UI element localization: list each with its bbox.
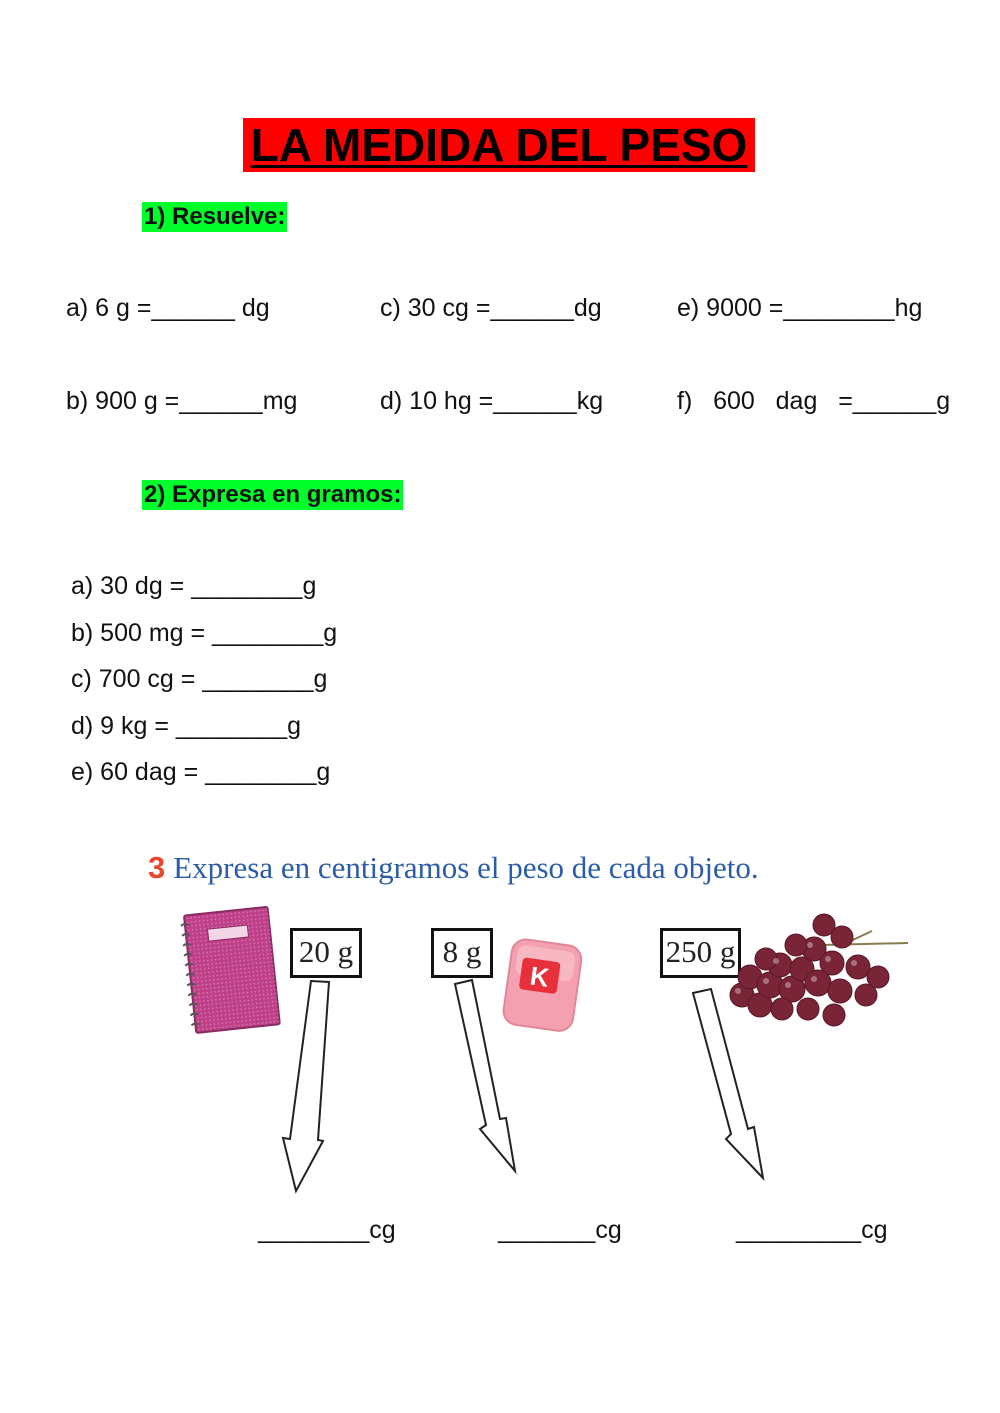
- weight-box-grapes: 250 g: [660, 928, 741, 978]
- exercise-1a: a) 6 g =______ dg: [66, 294, 270, 322]
- answer-eraser: _______cg: [498, 1216, 622, 1244]
- page-title: LA MEDIDA DEL PESO: [243, 118, 755, 172]
- exercise-1e: e) 9000 =________hg: [677, 294, 923, 322]
- section-1-label: 1) Resuelve:: [144, 203, 286, 230]
- exercise-1f: f) 600 dag =______g: [677, 387, 951, 415]
- section-2-label: 2) Expresa en gramos:: [144, 481, 402, 508]
- arrow-eraser: [455, 980, 515, 1171]
- section-3-title-text: Expresa en centigramos el peso de cada objeto.: [173, 850, 759, 885]
- exercise-2b: b) 500 mg = ________g: [71, 619, 338, 647]
- weight-box-eraser: 8 g: [431, 928, 493, 978]
- arrow-notebook: [283, 981, 329, 1191]
- eraser-letter: K: [528, 960, 551, 993]
- weight-box-notebook: 20 g: [290, 928, 362, 978]
- exercise-2a: a) 30 dg = ________g: [71, 572, 317, 600]
- exercise-1b: b) 900 g =______mg: [66, 387, 298, 415]
- exercise-1c: c) 30 cg =______dg: [380, 294, 602, 322]
- exercise-1d: d) 10 hg =______kg: [380, 387, 604, 415]
- answer-notebook: ________cg: [258, 1216, 396, 1244]
- exercise-2c: c) 700 cg = ________g: [71, 665, 328, 693]
- arrow-grapes: [693, 989, 763, 1178]
- exercise-2d: d) 9 kg = ________g: [71, 712, 302, 740]
- exercise-2e: e) 60 dag = ________g: [71, 758, 331, 786]
- answer-grapes: _________cg: [736, 1216, 888, 1244]
- section-3-number: 3: [148, 850, 166, 885]
